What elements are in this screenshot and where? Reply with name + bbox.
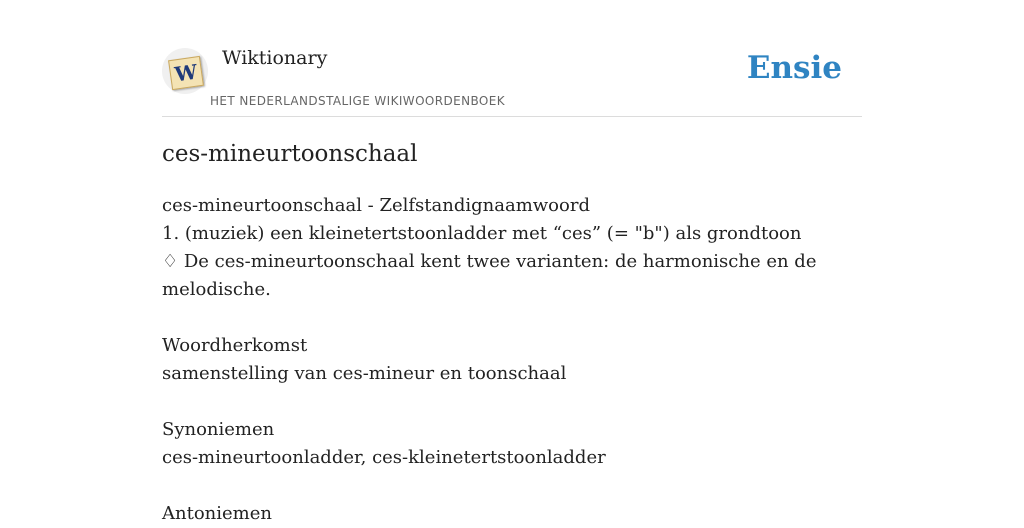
definition-heading: ces-mineurtoonschaal - Zelfstandignaamwoord bbox=[162, 195, 590, 216]
spacer bbox=[162, 304, 862, 332]
page-title: ces-mineurtoonschaal bbox=[162, 141, 418, 167]
antonyms-heading: Antoniemen bbox=[162, 503, 272, 524]
spacer bbox=[162, 388, 862, 416]
site-name[interactable]: Wiktionary bbox=[222, 47, 328, 69]
entry-body bbox=[162, 192, 862, 528]
synonyms-heading: Synoniemen bbox=[162, 419, 275, 440]
definition-text: 1. (muziek) een kleinetertstoonladder met “ces” (= "b") als grondtoon bbox=[162, 223, 802, 244]
synonyms-list[interactable]: ces-mineurtoonladder, ces-kleinetertstoonladder bbox=[162, 447, 606, 468]
site-header bbox=[162, 44, 862, 117]
entry-content bbox=[162, 138, 862, 528]
etymology-heading: Woordherkomst bbox=[162, 335, 308, 356]
example-sentence: ♢ De ces-mineurtoonschaal kent twee varianten: de harmonische en de melodische. bbox=[162, 251, 817, 300]
logo-tile: W bbox=[168, 56, 204, 90]
ensie-brand-link[interactable]: Ensie bbox=[746, 50, 842, 86]
wiktionary-logo-icon[interactable] bbox=[162, 48, 208, 94]
spacer bbox=[162, 472, 862, 500]
etymology-text: samenstelling van ces-mineur en toonschaal bbox=[162, 363, 567, 384]
site-tagline: HET NEDERLANDSTALIGE WIKIWOORDENBOEK bbox=[210, 94, 506, 108]
